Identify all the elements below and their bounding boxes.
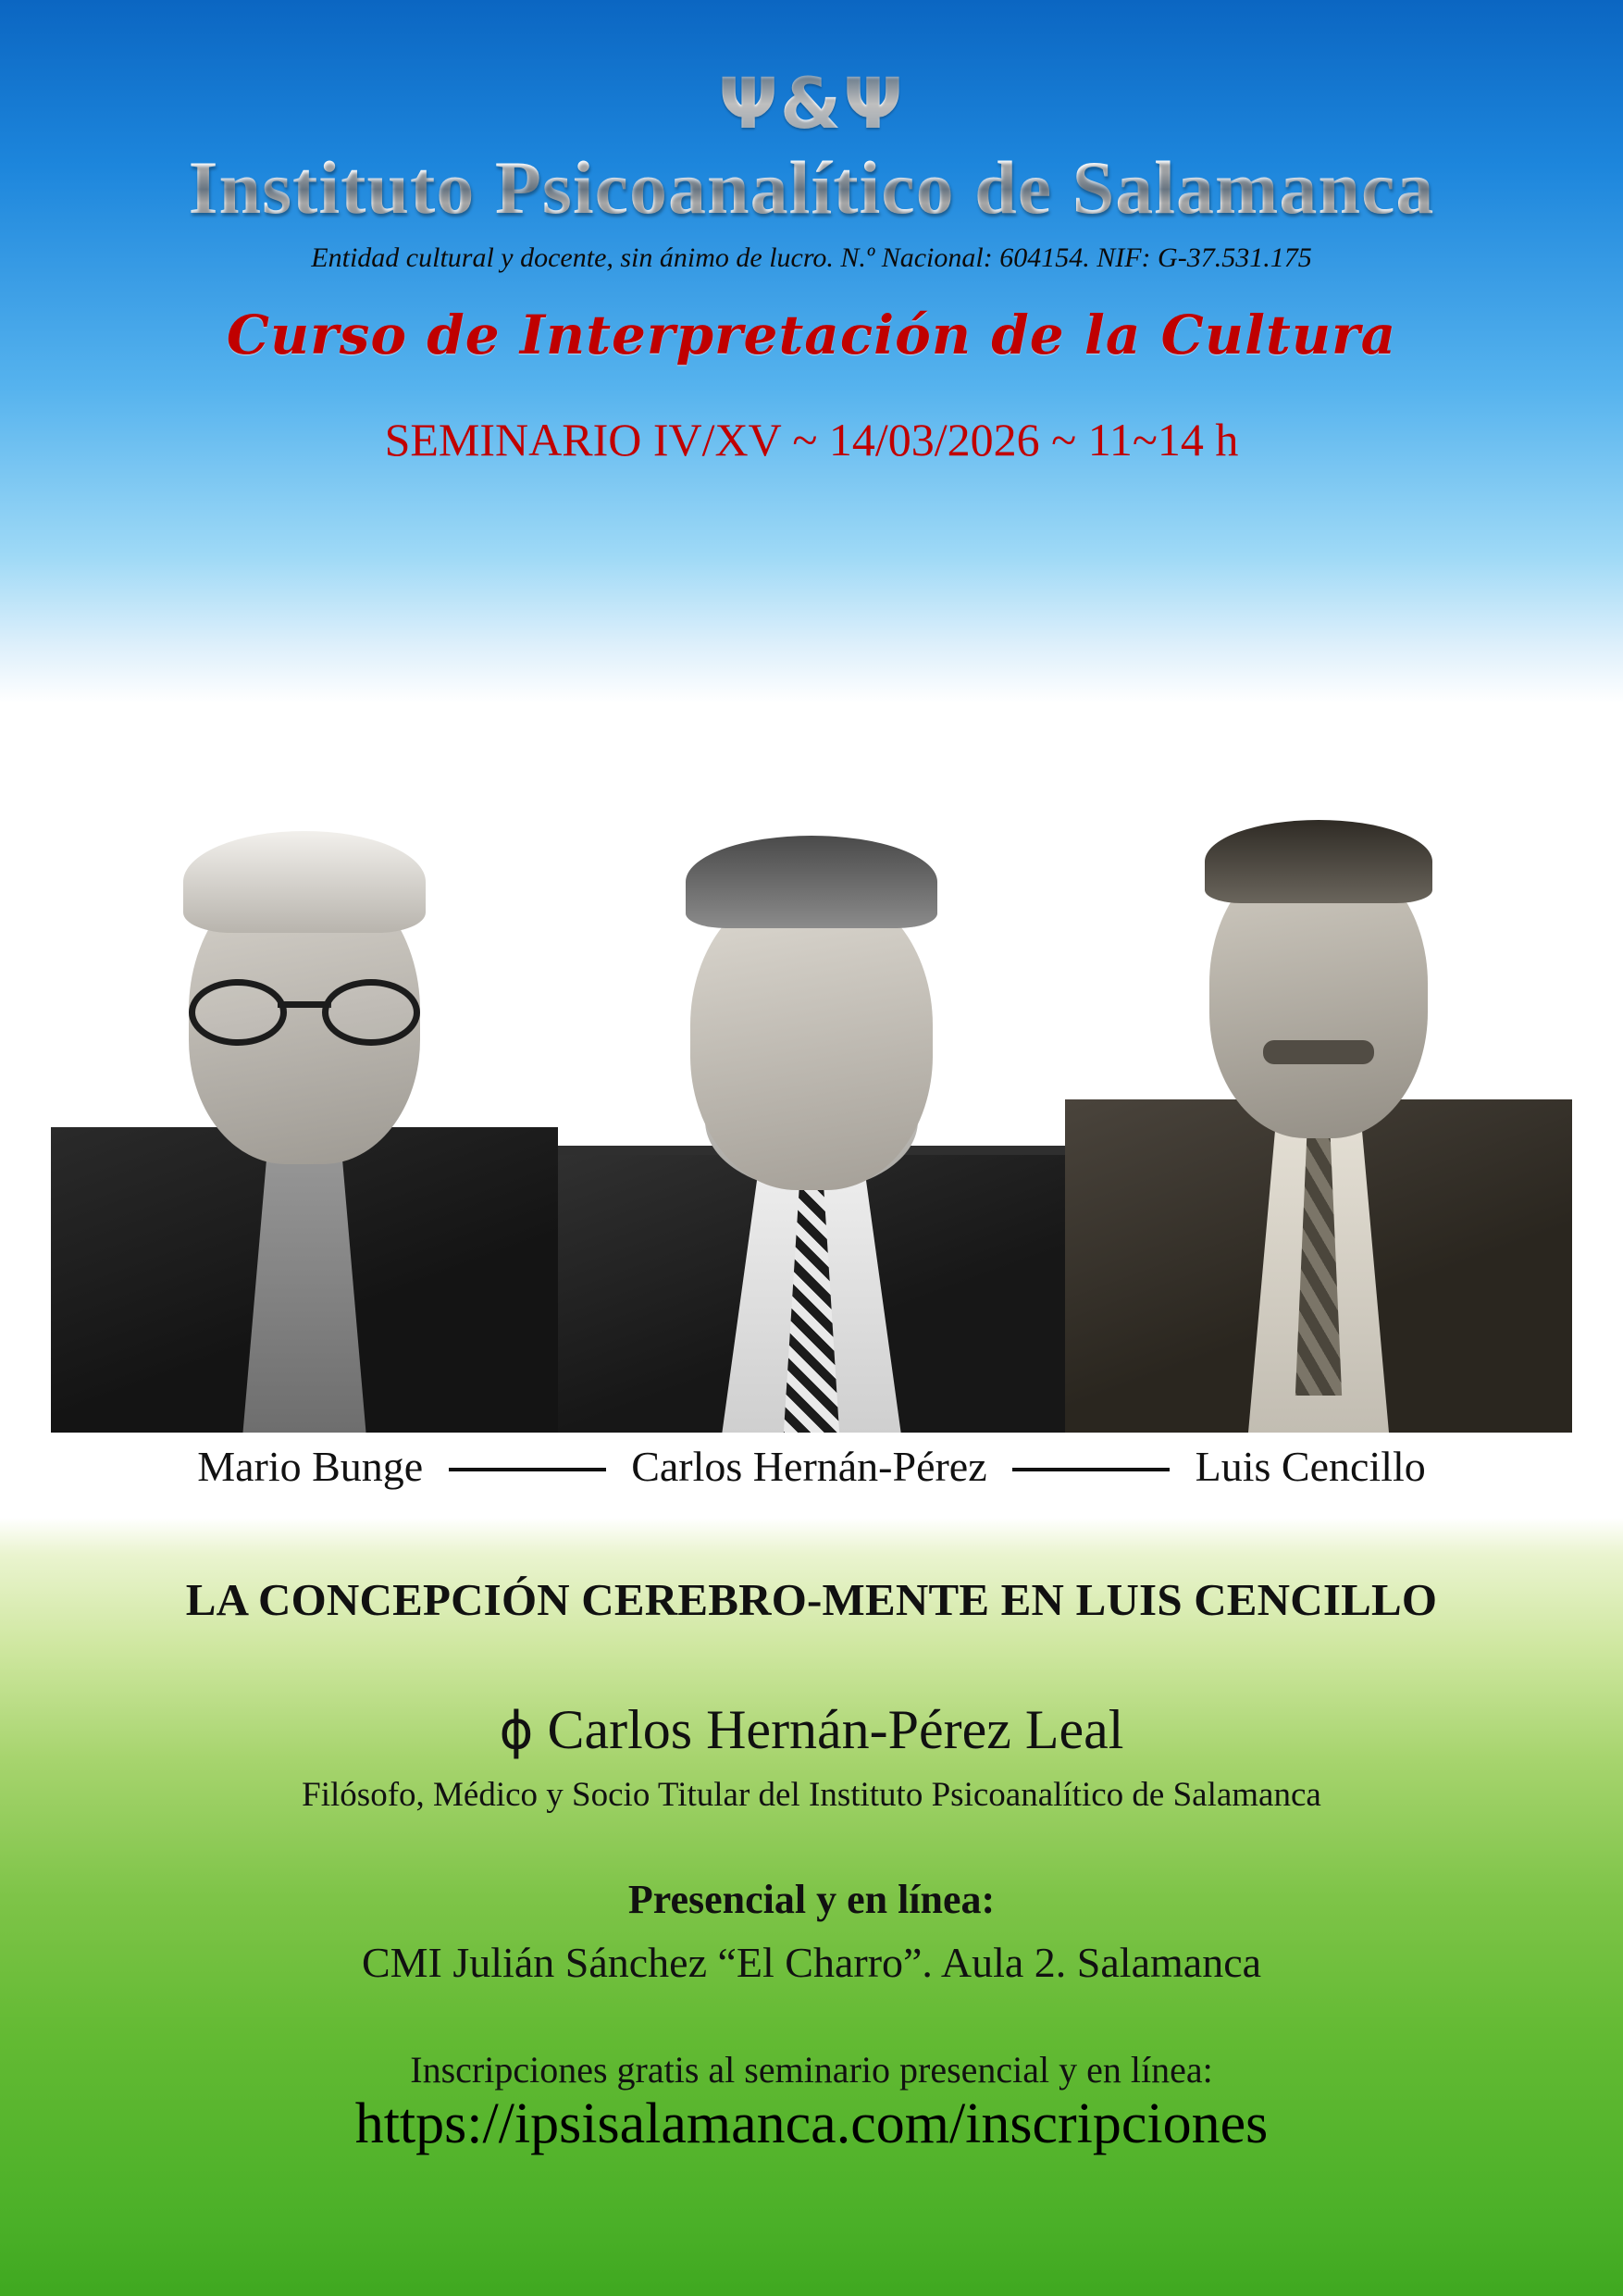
speaker-name: Carlos Hernán-Pérez Leal	[547, 1699, 1124, 1760]
lecture-title: LA CONCEPCIÓN CEREBRO-MENTE EN LUIS CENCILLO	[185, 1574, 1438, 1625]
speaker-role: Filósofo, Médico y Socio Titular del Instituto Psicoanalítico de Salamanca	[302, 1776, 1321, 1814]
eyeglasses-icon	[189, 979, 420, 1035]
portrait-name-2: Carlos Hernán-Pérez	[631, 1443, 987, 1490]
portrait-mario-bunge	[51, 681, 558, 1433]
seminar-session-line: SEMINARIO IV/XV ~ 14/03/2026 ~ 11~14 h	[384, 414, 1239, 465]
portrait-name-1: Mario Bunge	[197, 1443, 424, 1490]
portrait-names-row	[0, 1442, 1623, 1491]
lecture-details	[0, 1573, 1623, 2157]
psi-ampersand-psi-logo: Ψ&Ψ	[0, 0, 1623, 139]
portrait-luis-cencillo	[1065, 681, 1572, 1433]
institute-title: Instituto Psicoanalítico de Salamanca	[0, 150, 1623, 226]
speaker-line	[0, 1698, 1623, 1762]
signup-url-link[interactable]: https://ipsisalamanca.com/inscripciones	[354, 2092, 1269, 2155]
portrait-carlos-hernan-perez	[558, 681, 1065, 1433]
phi-symbol-icon: ϕ	[499, 1701, 534, 1761]
name-divider-rule	[449, 1468, 606, 1471]
attendance-mode: Presencial y en línea:	[627, 1877, 996, 1922]
venue: CMI Julián Sánchez “El Charro”. Aula 2. Salamanca	[361, 1939, 1262, 1986]
course-title: Curso de Interpretación de la Cultura	[226, 304, 1397, 366]
portrait-band	[51, 681, 1572, 1433]
institute-subtitle: Entidad cultural y docente, sin ánimo de lucro. N.º Nacional: 604154. NIF: G-37.531.175	[311, 242, 1312, 273]
signup-note: Inscripciones gratis al seminario presencial y en línea:	[410, 2049, 1213, 2091]
portrait-name-3: Luis Cencillo	[1195, 1443, 1426, 1490]
name-divider-rule	[1012, 1468, 1170, 1471]
